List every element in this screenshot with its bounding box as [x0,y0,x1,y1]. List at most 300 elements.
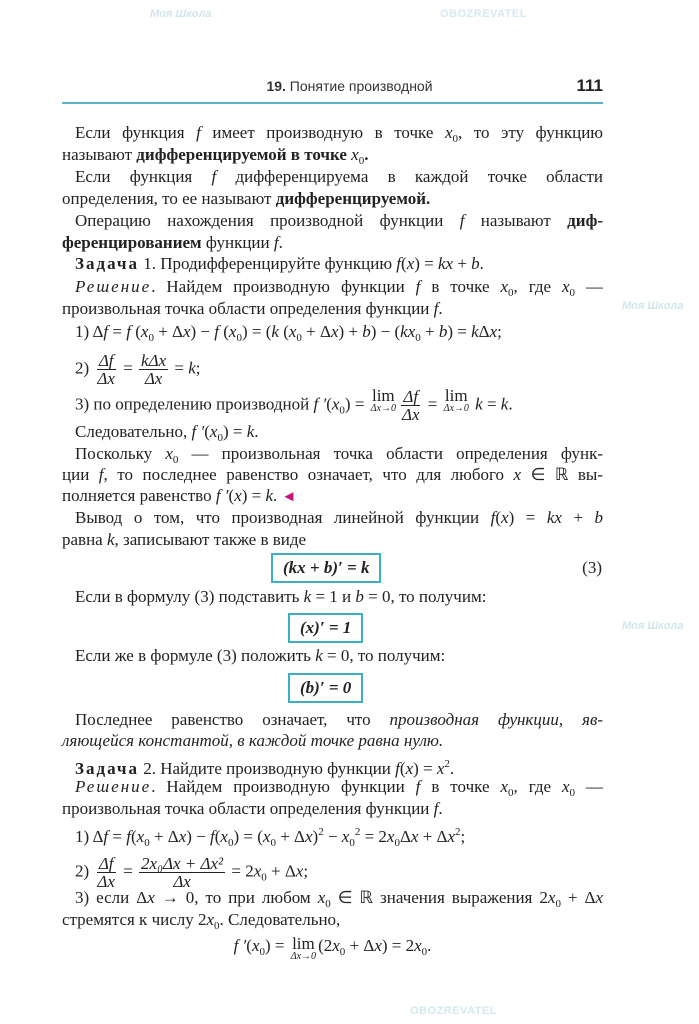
limit [444,388,469,414]
text-segment: . [427,936,432,955]
text-segment: x [136,827,145,846]
limit [291,936,316,962]
text-segment: x [386,827,395,846]
text-segment: ( [278,322,289,341]
text-line [75,646,603,666]
text-line [62,233,603,253]
text-segment: , то последнее равенство означает, что для любого [103,465,514,484]
numerator: Δf [403,387,419,406]
text-segment: ( [401,254,407,273]
text-segment: + Δ [418,827,448,846]
text-segment: − [323,827,342,846]
text-segment: 0 [349,837,355,849]
text-segment: 0 [339,404,345,417]
text-segment: x [444,123,453,142]
page-number: 111 [576,76,603,95]
text-segment: k [471,322,479,341]
text-segment: 0 [261,871,267,884]
text-segment: 2 [444,758,450,770]
fraction [139,855,225,890]
text-segment: . [508,394,513,414]
text-line [62,731,603,751]
text-segment: ) [312,827,319,846]
text-segment: произвольная точка области определения функции [62,299,434,318]
text-segment: 0 [569,787,576,799]
text-segment: x [332,936,340,955]
text-segment: полняется равенство [62,486,216,505]
text-segment: произвольная точка области определения функции [62,799,434,818]
text-segment: f [433,299,439,318]
text-line [75,254,603,274]
text-line [75,123,603,143]
text-segment: k [315,646,323,665]
denominator: Δx [97,872,115,891]
section-number: 19. [266,78,286,94]
text-segment: k [271,322,279,341]
text-line [75,211,603,231]
text-segment: f [196,123,201,142]
text-segment: x [341,827,350,846]
text-segment: Следовательно, [75,422,192,441]
text-segment: ) = 2 [381,936,415,955]
section-title: Понятие производной [285,78,433,94]
text-segment: дифференцируемой. [275,189,431,208]
watermark: Моя Школа [622,300,684,312]
numerator: Δf [98,854,114,873]
text-segment: ) = ( [233,827,263,846]
text-segment: ∈ ℝ вы- [521,465,603,484]
text-line [62,189,603,209]
text-line [62,910,603,930]
text-segment: 0 [172,454,179,466]
text-segment: f [415,777,421,796]
text-segment: . [438,299,443,318]
text-segment: называют [464,211,568,230]
text-segment: ( [495,508,502,527]
text-segment: b [362,322,371,341]
text-segment: x [234,486,242,505]
text-segment: f [396,254,402,273]
text-segment: ( [228,486,235,505]
text-segment: = [108,322,127,341]
text-segment: 0 [508,287,514,299]
text-segment: 3) если Δ [75,888,148,907]
text-segment: ) = [413,759,437,778]
text-segment: 0 [421,946,428,958]
text-segment: f [459,211,465,230]
text-line [75,710,603,730]
text-segment: . [278,233,283,252]
text-segment: функции [201,233,274,252]
text-segment: x [410,827,419,846]
text-segment: x [140,322,149,341]
text-segment: . Следовательно, [219,910,341,929]
text-line [62,486,603,506]
text-segment: x [178,827,187,846]
text-line [75,508,603,528]
text-segment: в точке [420,277,501,296]
text-segment: равна [62,530,107,549]
text-segment: x [436,759,445,778]
text-segment: ; [195,358,201,378]
text-segment: f [210,827,215,846]
text-segment: f [98,465,104,484]
text-segment: ( [130,322,141,341]
text-segment: производная функции, яв- [389,710,603,729]
text-segment: = [108,827,127,846]
text-segment: 3) по определению производной [75,394,314,414]
text-segment: ляющейся константой, в каждой точке равна нулю. [62,731,444,750]
text-segment: 0 [325,898,331,910]
denominator: Δx [97,369,115,388]
text-segment: = [482,394,501,414]
text-segment: k [188,358,196,378]
text-segment: Если в формулу (3) подставить [75,587,304,606]
numerator: 2x₀Δx + Δx² [141,854,224,873]
text-segment: 0 [452,133,459,145]
text-segment: ) = [447,322,472,341]
text-segment: x [165,444,173,463]
text-line [75,888,603,908]
watermark: Моя Школа [622,620,684,632]
numerator: Δf [98,351,114,370]
text-segment: = 0, то получим: [322,646,446,665]
text-segment: ) − [190,322,215,341]
text-segment: 0 [569,287,576,299]
text-segment: x [500,277,508,296]
text-segment: , то эту функцию [458,123,603,142]
text-segment: f [214,322,219,341]
text-segment: . Найдем производную функции [151,277,416,296]
text-segment: ) − [186,827,211,846]
text-segment: ) = [241,486,266,505]
formula-box-constant-derivative: (b)′ = 0 [288,673,363,703]
text-segment: , где [513,777,562,796]
text-segment: = 0, то получим: [363,587,487,606]
text-segment: 2) [75,358,94,378]
text-segment: x [209,422,218,441]
text-segment: , где [513,277,562,296]
text-segment: 0 [555,898,561,910]
text-segment: → 0, то при любом [154,888,318,907]
text-segment: f [103,322,109,341]
text-line [62,299,603,319]
text-segment: x [206,910,215,929]
text-segment: k [246,422,255,441]
text-segment: 1) Δ [75,322,104,341]
text-segment: f [490,508,496,527]
text-segment: x [330,322,339,341]
text-segment: Задача [75,759,139,778]
formula-box-linear-derivative: (kx + b)′ = k [271,553,381,583]
text-segment: 0 [508,787,514,799]
text-segment: = [423,394,442,414]
text-segment: ( [399,759,406,778]
text-segment: называют [62,145,137,164]
text-segment: 2 [455,826,461,838]
text-segment: + Δ [560,888,596,907]
text-segment: ) = [414,254,438,273]
text-line [75,444,603,464]
text-line [62,799,603,819]
text-segment: f ′ [313,394,327,414]
text-segment: ∈ ℝ значения выражения 2 [330,888,548,907]
text-segment: 0 [227,837,234,849]
text-segment: 0 [296,332,302,344]
text-segment: x [317,888,326,907]
text-line [75,422,603,442]
text-segment: x [262,827,271,846]
text-segment: b [594,508,603,527]
text-segment: + [561,508,595,527]
text-segment: 0 [214,920,220,932]
text-segment: + [453,254,472,273]
text-segment: + [420,322,439,341]
text-segment: Δ [399,827,411,846]
watermark: Моя Школа [150,8,212,20]
text-segment: Решение [75,777,152,796]
text-line [62,530,603,550]
text-segment: b [355,587,364,606]
text-segment: f [126,827,131,846]
text-segment: f [395,759,400,778]
text-segment: x [304,827,313,846]
text-segment: . [438,799,443,818]
text-segment: f [126,322,131,341]
text-segment: Операцию нахождения производной функции [75,211,460,230]
text-segment: ) = [222,422,247,441]
text-segment: диф- [567,211,603,230]
text-segment: дифференцируемой в точке [136,145,352,164]
text-segment: k [303,587,312,606]
text-segment: — произвольная точка области определения функ- [178,444,603,463]
text-segment: ( [130,827,137,846]
fraction [139,352,168,387]
text-segment: определения, то ее называют [62,189,276,208]
text-segment: ) = [508,508,547,527]
text-segment: в точке [420,777,501,796]
text-segment: + Δ [153,322,183,341]
lim-subscript: Δx→0 [443,403,469,414]
text-line [75,322,603,342]
lim-operator: lim [444,386,468,405]
text-segment: — [575,277,603,296]
text-line [62,465,603,485]
text-segment: f [415,277,421,296]
text-segment: 0 [236,332,242,344]
text-line [75,777,603,797]
text-segment: = [118,861,138,881]
text-segment: . [254,422,259,441]
text-segment: x [253,861,262,881]
text-segment: x [251,936,260,955]
text-segment: k [475,394,483,414]
text-line [75,277,603,297]
denominator: Δx [401,405,420,424]
text-segment: x [414,936,422,955]
text-segment: b [471,254,480,273]
text-segment: 0 [144,837,150,849]
text-segment: Поскольку [75,444,166,463]
text-segment: = [118,358,138,378]
watermark: OBOZREVATEL [410,1005,497,1017]
text-segment: ференцированием [62,233,202,252]
text-segment: x [147,888,155,907]
text-line [75,754,603,778]
text-line [75,822,603,849]
text-segment: . Найдем производную функции [151,777,416,796]
lim-subscript: Δx→0 [290,951,317,962]
text-segment: = [170,358,189,378]
text-segment: 0 [415,332,421,344]
text-line [62,934,603,962]
text-segment: ) = [265,936,289,955]
text-segment: kx [400,322,416,341]
end-of-solution-marker-icon: ◄ [281,489,297,505]
text-segment: 2) [75,861,94,881]
text-segment: ) = ( [241,322,272,341]
text-segment: kx [546,508,562,527]
denominator: Δx [144,369,163,388]
text-segment: f [433,799,439,818]
text-segment: Вывод о том, что производная линейной функции [75,508,491,527]
text-segment: x [500,777,508,796]
text-segment: x [447,827,456,846]
text-segment: x [288,322,297,341]
equation-number: (3) [582,558,602,577]
text-segment: 0 [394,837,400,849]
fraction [400,388,422,423]
text-segment: f ′ [191,422,205,441]
text-line [75,386,603,424]
text-segment: x [513,465,522,484]
text-segment: ции [62,465,99,484]
text-segment: 1. Продифференцируйте функцию [138,254,397,273]
limit [371,388,396,414]
text-segment: 2 [318,826,324,838]
denominator: Δx [173,872,191,891]
text-segment: Если функция [75,123,197,142]
text-segment: k [106,530,115,549]
text-segment: f ′ [215,486,229,505]
text-segment: ( [214,827,221,846]
text-segment: стремятся к числу 2 [62,910,207,929]
text-segment: ) − ( [370,322,401,341]
formula-box-x-derivative: (x)′ = 1 [288,613,363,643]
text-segment: дифференцируема в каждой точке области [216,167,604,186]
text-segment: x [228,322,237,341]
text-segment: x [331,394,340,414]
text-segment: ; [497,322,502,341]
text-segment: 0 [217,432,223,444]
text-segment: 0 [270,837,276,849]
text-segment: 1) Δ [75,827,104,846]
text-segment: + Δ [275,827,305,846]
text-segment: Δ [478,322,490,341]
lim-operator: lim [292,934,315,953]
text-segment: x [295,861,304,881]
text-line [75,587,603,607]
text-segment: 0 [339,946,346,958]
text-segment: x [489,322,498,341]
fraction [95,855,117,890]
text-segment: f [273,233,279,252]
text-segment: + Δ [266,861,296,881]
text-segment: = 2 [227,861,254,881]
text-segment: ) = [344,394,369,414]
numerator: kΔx [141,351,167,370]
text-segment: 2. Найдите производную функции [138,759,396,778]
text-segment: ( [219,322,229,341]
text-segment: Решение [75,277,152,296]
text-line [75,351,603,388]
text-segment: ) + [338,322,363,341]
text-segment: k [265,486,274,505]
text-segment: x [406,254,415,273]
text-segment: x [220,827,228,846]
text-segment: kx [437,254,454,273]
text-segment: k [500,394,509,414]
text-segment: ; [303,861,309,881]
text-segment: f [103,827,109,846]
lim-subscript: Δx→0 [370,403,396,414]
text-segment: x [501,508,509,527]
text-segment: Последнее равенство означает, что [75,710,390,729]
text-segment: x [547,888,556,907]
text-segment: ( [326,394,332,414]
text-segment: имеет производную в точке [200,123,445,142]
text-segment: + Δ [149,827,179,846]
text-line [75,167,603,187]
text-segment: 0 [148,332,154,344]
text-segment: 0 [259,946,265,958]
text-segment: (2 [318,936,333,955]
text-segment: , записывают также в виде [114,530,307,549]
text-segment: Если же в формуле (3) положить [75,646,316,665]
text-segment: x [351,145,359,164]
fraction [95,352,117,387]
text-segment: + Δ [301,322,331,341]
text-segment: 2 [354,826,361,838]
text-segment: b [438,322,448,341]
text-segment: ( [246,936,252,955]
text-segment: ( [204,422,210,441]
text-segment: ; [460,827,466,846]
text-segment: 0 [358,155,365,167]
text-segment: f [211,167,217,186]
watermark: OBOZREVATEL [440,8,527,20]
text-segment: f ′ [233,936,247,955]
text-segment: . [273,486,282,505]
text-segment: x [405,759,414,778]
text-segment: — [575,777,603,796]
lim-operator: lim [371,386,395,405]
text-segment: x [595,888,604,907]
text-segment: Если функция [75,167,212,186]
text-segment: x [374,936,382,955]
text-segment: . [479,254,484,273]
header-divider [62,102,603,104]
text-segment: . [364,145,369,164]
text-segment: x [561,777,570,796]
text-line [75,854,603,891]
text-segment: . [449,759,455,778]
text-segment: = 1 и [311,587,356,606]
text-line [62,145,603,165]
text-segment: x [561,277,570,296]
text-segment: = 2 [360,827,387,846]
text-segment: x [182,322,191,341]
